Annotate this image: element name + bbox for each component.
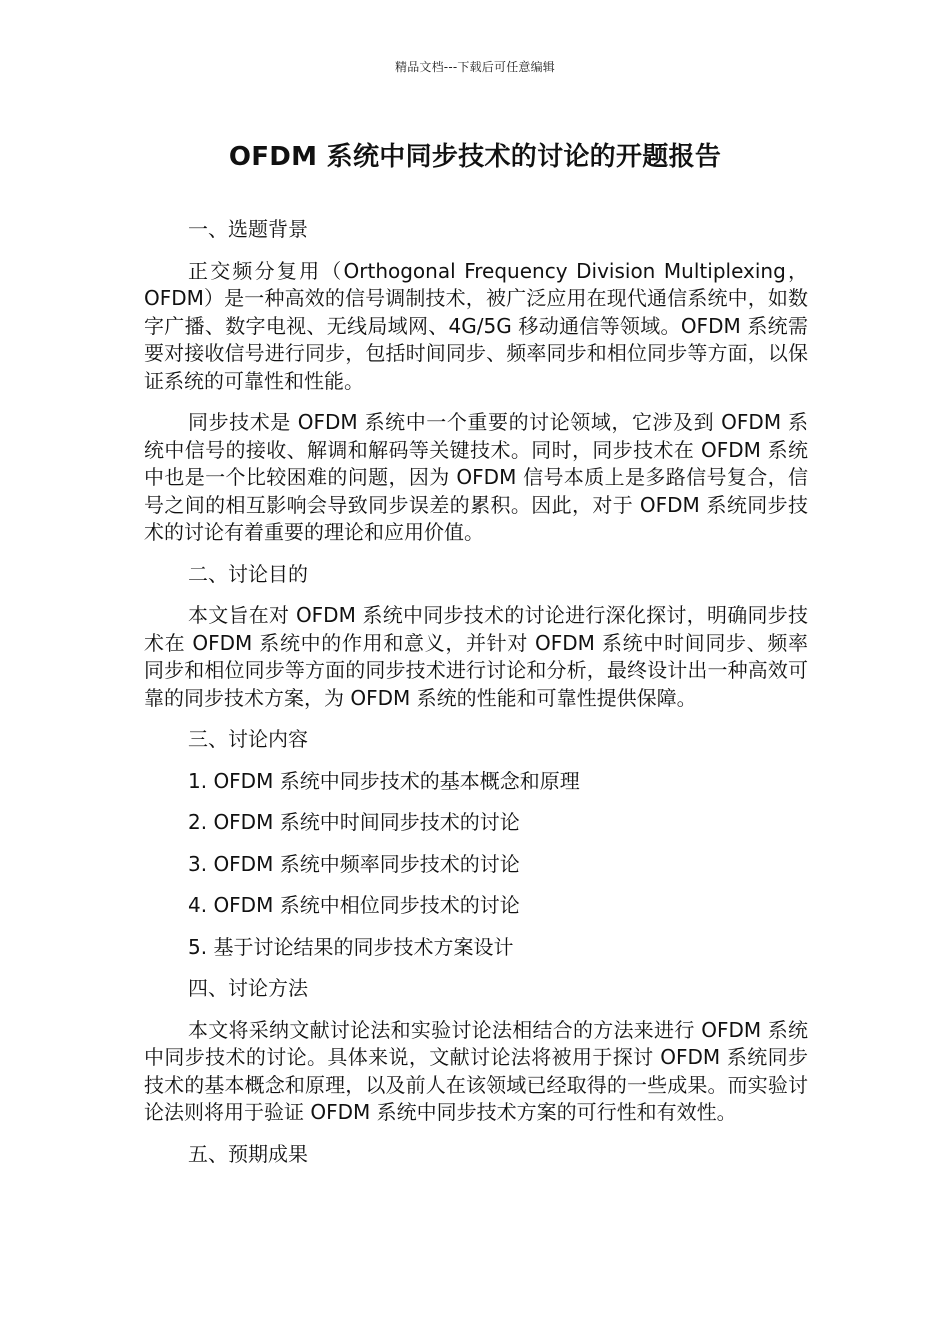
document-body <box>144 216 808 1182</box>
section-heading-purpose: 二、讨论目的 <box>188 561 308 586</box>
section-heading-background: 一、选题背景 <box>188 217 308 241</box>
content-list-item-2: 2. OFDM 系统中时间同步技术的讨论 <box>188 810 520 834</box>
paragraph-purpose: 本文旨在对 OFDM 系统中同步技术的讨论进行深化探讨，明确同步技术在 OFDM 系统中的作用和意义，并针对 OFDM 系统中时间同步、频率同步和相位同步等方面的同步技术进行讨论和分析，最终设计出一种高效可靠的同步技术方案，为 OFDM 系统的性能和可靠性提供保障。 <box>144 603 808 710</box>
content-list-item-1: 1. OFDM 系统中同步技术的基本概念和原理 <box>188 768 580 793</box>
document-title: OFDM 系统中同步技术的讨论的开题报告 <box>228 142 722 172</box>
content-list-item-3: 3. OFDM 系统中频率同步技术的讨论 <box>188 851 520 876</box>
section-heading-expected-results: 五、预期成果 <box>188 1141 308 1166</box>
paragraph-method: 本文将采纳文献讨论法和实验讨论法相结合的方法来进行 OFDM 系统中同步技术的讨论。具体来说，文献讨论法将被用于探讨 OFDM 系统同步技术的基本概念和原理，以及前人在该领域已经取得的一些成果。而实验讨论法则将用于验证 OFDM 系统中同步技术方案的可行性和有效性。 <box>144 1017 808 1124</box>
header-note: 精品文档---下载后可任意编辑 <box>395 60 555 74</box>
section-heading-method: 四、讨论方法 <box>188 976 308 1000</box>
content-list-item-4: 4. OFDM 系统中相位同步技术的讨论 <box>188 893 520 917</box>
paragraph-background-1: 正交频分复用（Orthogonal Frequency Division Multiplexing，OFDM）是一种高效的信号调制技术，被广泛应用在现代通信系统中，如数字广播、数字电视、无线局域网、4G/5G 移动通信等领域。OFDM 系统需要对接收信号进行同步，包括时间同步、频率同步和相位同步等方面，以保证系统的可靠性和性能。 <box>144 258 808 393</box>
paragraph-background-2: 同步技术是 OFDM 系统中一个重要的讨论领域，它涉及到 OFDM 系统中信号的接收、解调和解码等关键技术。同时，同步技术在 OFDM 系统中也是一个比较困难的问题，因为 OFDM 信号本质上是多路信号复合，信号之间的相互影响会导致同步误差的累积。因此，对于 OFDM 系统同步技术的讨论有着重要的理论和应用价值。 <box>144 410 808 544</box>
section-heading-content: 三、讨论内容 <box>188 727 308 751</box>
content-list-item-5: 5. 基于讨论结果的同步技术方案设计 <box>188 934 514 959</box>
